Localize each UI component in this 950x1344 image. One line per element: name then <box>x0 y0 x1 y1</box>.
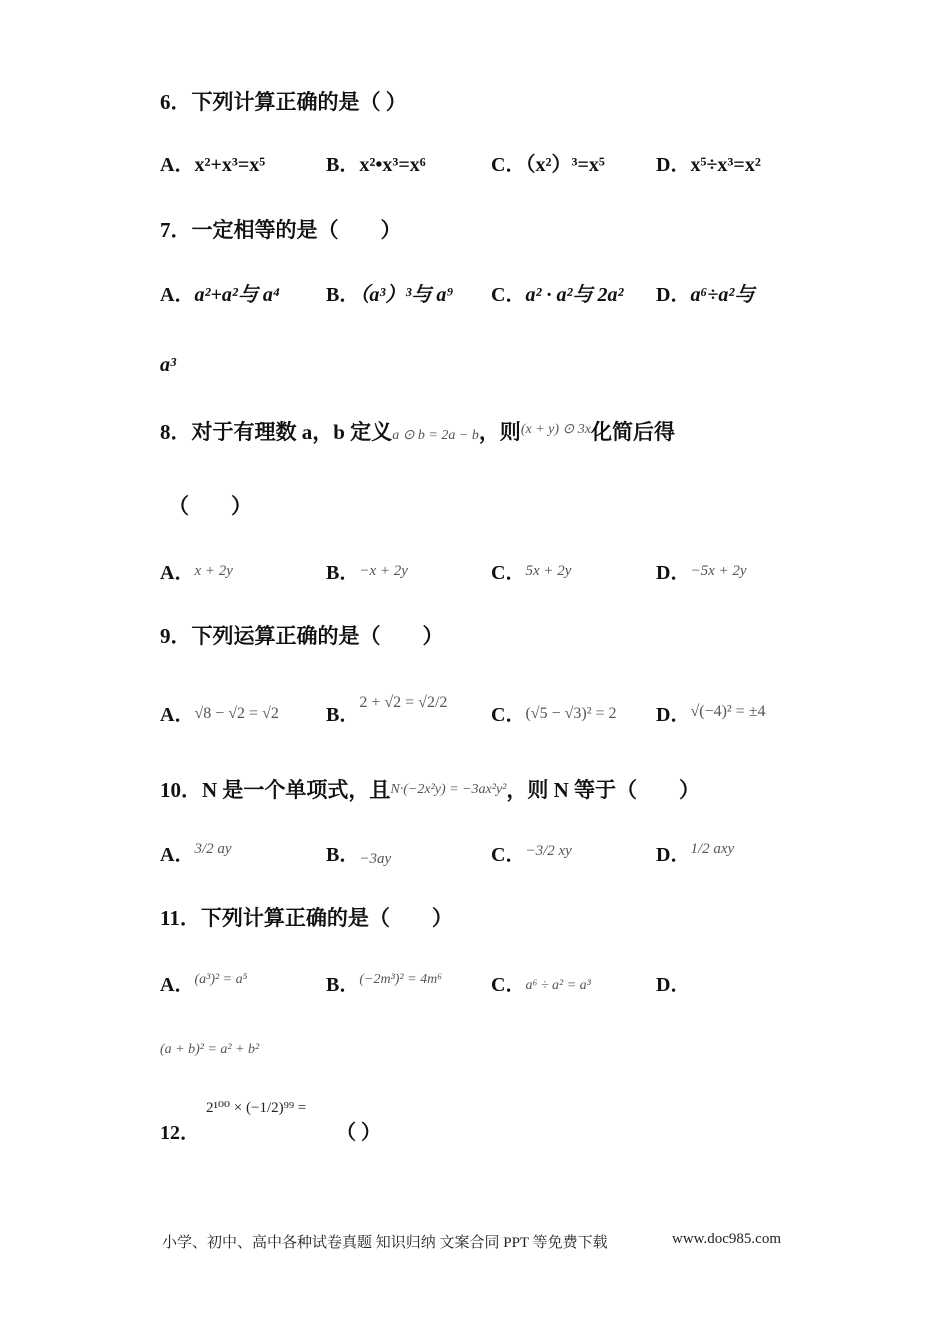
q11-b-expr: (−2m³)² = 4m⁶ <box>359 972 443 987</box>
q6-b-expr: x²•x³=x⁶ <box>359 154 426 176</box>
option-label: A． <box>160 284 195 306</box>
q8-stem <box>160 416 675 446</box>
q9-option-a <box>160 698 279 727</box>
q7-option-d <box>656 278 754 307</box>
q12-expression: 2¹⁰⁰ × (−1/2)⁹⁹ = <box>206 1100 307 1116</box>
q10-option-d <box>656 838 734 867</box>
q6-option-c <box>491 148 605 177</box>
q8-d-expr: −5x + 2y <box>690 563 747 579</box>
q9-c-expr: (√5 − √3)² = 2 <box>525 705 617 722</box>
q9-option-b <box>326 694 448 727</box>
q8-expression: (x + y) ⊙ 3x <box>520 422 591 437</box>
q7-b-expr: （a³）³与 a⁹ <box>359 284 454 306</box>
q10-b-expr: −3ay <box>359 851 392 867</box>
option-label: C． <box>491 704 526 726</box>
option-label: A． <box>160 704 195 726</box>
option-label: C． <box>491 844 526 866</box>
option-label: D． <box>656 562 691 584</box>
q6-stem: 6．下列计算正确的是（ ） <box>160 90 407 114</box>
q11-option-d <box>656 968 690 997</box>
q6-option-b <box>326 148 426 177</box>
option-label: C． <box>491 284 526 306</box>
q7-d-expr: a⁶÷a²与 <box>690 284 755 306</box>
q12-answer-paren: （ ） <box>336 1122 381 1144</box>
option-label: C． <box>491 974 526 996</box>
option-label: A． <box>160 562 195 584</box>
q10-option-b <box>326 838 391 867</box>
q8-option-b <box>326 556 408 585</box>
option-label: A． <box>160 154 195 176</box>
q10-option-c <box>491 838 572 867</box>
q11-c-expr: a⁶ ÷ a² = a³ <box>525 978 591 993</box>
option-label: B． <box>326 704 360 726</box>
q9-option-d <box>656 698 766 727</box>
q8-option-a <box>160 556 233 585</box>
q12-label: 12． <box>160 1122 200 1144</box>
q9-d-expr: √(−4)² = ±4 <box>690 703 766 720</box>
q6-option-d <box>656 148 761 177</box>
option-label: C． <box>491 154 526 176</box>
q11-option-c <box>491 968 591 997</box>
q10-option-a <box>160 838 232 867</box>
option-label: D． <box>656 844 691 866</box>
q7-c-expr: a² · a²与 2a² <box>525 284 624 306</box>
option-label: B． <box>326 154 360 176</box>
q7-a-expr: a²+a²与 a⁴ <box>194 284 280 306</box>
option-label: B． <box>326 562 360 584</box>
q6-a-expr: x²+x³=x⁵ <box>194 154 266 176</box>
q6-c-expr: （x²）³=x⁵ <box>525 154 605 176</box>
option-label: D． <box>656 704 691 726</box>
option-label: A． <box>160 974 195 996</box>
q9-option-c <box>491 698 617 727</box>
q6-d-expr: x⁵÷x³=x² <box>690 154 761 176</box>
option-label: B． <box>326 974 360 996</box>
q7-d-continuation: a³ <box>160 354 176 376</box>
q8-b-expr: −x + 2y <box>359 563 408 579</box>
footer-text: 小学、初中、高中各种试卷真题 知识归纳 文案合同 PPT 等免费下载 <box>162 1235 608 1251</box>
q8-answer-paren: （ ） <box>168 494 252 518</box>
q8-definition: a ⊙ b = 2a − b <box>392 428 479 443</box>
q9-stem: 9．下列运算正确的是（ ） <box>160 624 444 648</box>
q8-a-expr: x + 2y <box>194 563 233 579</box>
q11-option-a <box>160 968 248 997</box>
q10-stem-prefix: 10．N 是一个单项式，且 <box>160 778 391 802</box>
q8-option-c <box>491 556 571 585</box>
q11-option-b <box>326 968 442 997</box>
q11-d-expr: (a + b)² = a² + b² <box>160 1042 260 1057</box>
q10-c-expr: −3/2 xy <box>525 843 572 859</box>
q10-equation: N·(−2x²y) = −3ax²y² <box>390 782 507 797</box>
option-label: D． <box>656 284 691 306</box>
option-label: C． <box>491 562 526 584</box>
q9-a-expr: √8 − √2 = √2 <box>194 705 279 722</box>
q10-stem <box>160 774 700 804</box>
q6-option-a <box>160 148 265 177</box>
q8-c-expr: 5x + 2y <box>525 563 572 579</box>
option-label: D． <box>656 154 691 176</box>
q8-stem-suffix: 化简后得 <box>590 420 675 444</box>
q11-stem: 11．下列计算正确的是（ ） <box>160 906 453 930</box>
footer-url[interactable]: www.doc985.com <box>672 1231 782 1247</box>
q7-option-b <box>326 278 453 307</box>
q9-b-expr: 2 + √2 = √2/2 <box>359 694 448 711</box>
q11-a-expr: (a³)² = a⁵ <box>194 972 248 987</box>
q7-option-a <box>160 278 280 307</box>
q8-stem-prefix: 8．对于有理数 a，b 定义 <box>160 420 393 444</box>
q10-d-expr: 1/2 axy <box>690 841 735 857</box>
option-label: A． <box>160 844 195 866</box>
option-label: B． <box>326 844 360 866</box>
q7-stem: 7．一定相等的是（ ） <box>160 218 402 242</box>
q10-a-expr: 3/2 ay <box>194 841 232 857</box>
q7-option-c <box>491 278 623 307</box>
q10-stem-suffix: ，则 N 等于（ ） <box>506 778 701 802</box>
option-label: B． <box>326 284 360 306</box>
q8-option-d <box>656 556 747 585</box>
option-label: D． <box>656 974 691 996</box>
q8-stem-mid: ，则 <box>478 420 521 444</box>
